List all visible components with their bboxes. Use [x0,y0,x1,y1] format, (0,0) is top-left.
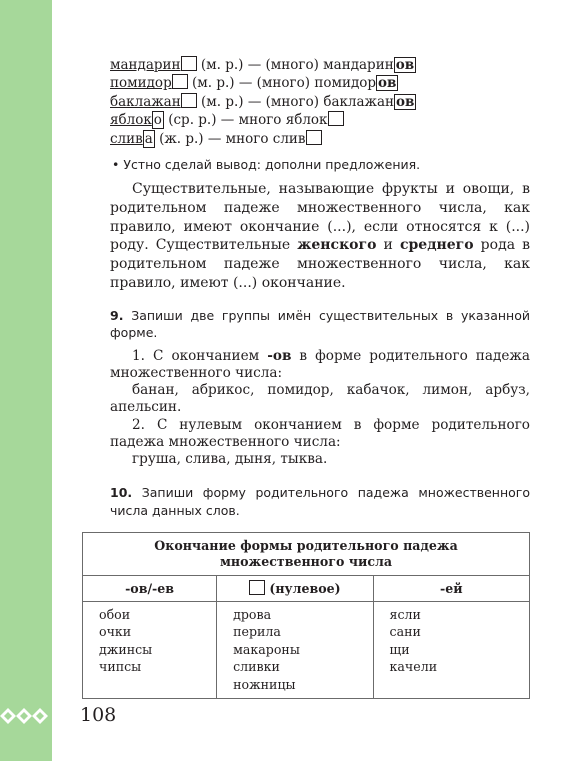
plural-form: — (много) мандарин [247,57,394,73]
task-10 [110,484,530,519]
column-ov-words [83,602,217,699]
empty-ending-box [172,74,188,89]
bullet-instruction: • Устно сделай вывод: дополни предложения. [112,157,421,173]
empty-ending-box [328,111,344,126]
empty-ending-box [181,93,197,108]
page-content [110,50,530,519]
column-header-ov: -ов/-ев [83,576,217,602]
word-line [110,56,530,74]
word-stem: баклажан [110,93,181,110]
item-ending: -ов [267,347,292,364]
side-band [0,0,52,761]
table-word: сани [389,624,421,640]
table-word: очки [99,624,132,640]
table-word: щи [389,641,410,657]
rule-text: и [376,237,400,254]
table-word: качели [389,659,438,675]
gender-label: (ж. р.) [159,130,204,147]
task-9-item-1-words: банан, абрикос, помидор, кабачок, лимон, арбуз, апельсин. [110,382,530,416]
plural-form: — много яблок [220,112,328,129]
rule-text: Существительные, называющие фрукты и овощи, в родительном падеже множественного числа, как правило, имеют окончание (...), если относятся к (...) роду. Существительные [110,181,530,254]
rule-text: рода в родительном падеже множественного числа, как правило, имеют (...) окончание. [110,237,531,292]
item-text: в форме родительного падежа множественного числа: [110,347,530,382]
table-word: обои [99,607,131,622]
table-word: ножницы [233,676,296,692]
page-number: 108 [80,704,117,726]
table-word: сливки [233,659,280,675]
column-header-zero [217,576,373,602]
rule-bold-feminine: женского [297,237,377,254]
table-word: джинсы [99,641,153,657]
diamond-ornament-icon [0,703,52,729]
word-stem: мандарин [110,57,181,73]
table-word: макароны [233,641,300,657]
plural-form: — много слив [207,130,306,147]
ending-box: ов [395,57,415,73]
table-word: перила [233,624,281,640]
task-text: Запиши две группы имён существительных в указанной форме. [110,307,530,341]
word-list [110,56,530,148]
framed-ending: о [153,112,162,129]
table-header: Окончание формы родительного падежа множественного числа [83,533,530,576]
empty-ending-box [181,56,197,71]
column-ey-words [373,602,529,699]
gender-label: (м. р.) [201,93,244,110]
task-text: Запиши форму родительного падежа множественного числа данных слов. [110,485,530,518]
word-stem: помидор [110,75,172,92]
table-word: ясли [389,607,421,622]
task-9-item-2: 2. С нулевым окончанием в форме родительного падежа множественного числа: [110,416,530,450]
empty-ending-box [306,130,322,145]
column-header-ey: -ей [373,576,529,602]
gender-label: (м. р.) [200,57,244,73]
word-stem: слив [110,130,143,147]
item-text: 1. С окончанием [132,347,268,364]
word-stem: яблок [110,112,152,129]
plural-form: — (много) баклажан [247,93,395,110]
word-line [110,130,530,148]
task-number: 10. [110,485,133,501]
task-9-item-1 [110,348,530,382]
table-word: дрова [233,607,272,622]
word-line [110,74,530,92]
gender-label: (м. р.) [192,75,235,92]
task-9-item-2-words: груша, слива, дыня, тыква. [132,451,328,468]
word-line [110,111,530,129]
task-number: 9. [110,307,124,323]
framed-ending: а [144,130,153,147]
word-line [110,93,530,111]
endings-table [82,532,530,699]
task-9 [110,307,530,342]
rule-paragraph [110,180,530,293]
rule-bold-neuter: среднего [399,237,474,254]
ending-box: ов [396,93,415,110]
empty-ending-box [249,580,265,595]
ending-box: ов [378,75,397,92]
gender-label: (ср. р.) [168,112,217,129]
column-header-zero-label: (нулевое) [269,581,341,596]
table-word: чипсы [99,659,142,675]
column-zero-words [217,602,373,699]
plural-form: — (много) помидор [238,75,377,92]
